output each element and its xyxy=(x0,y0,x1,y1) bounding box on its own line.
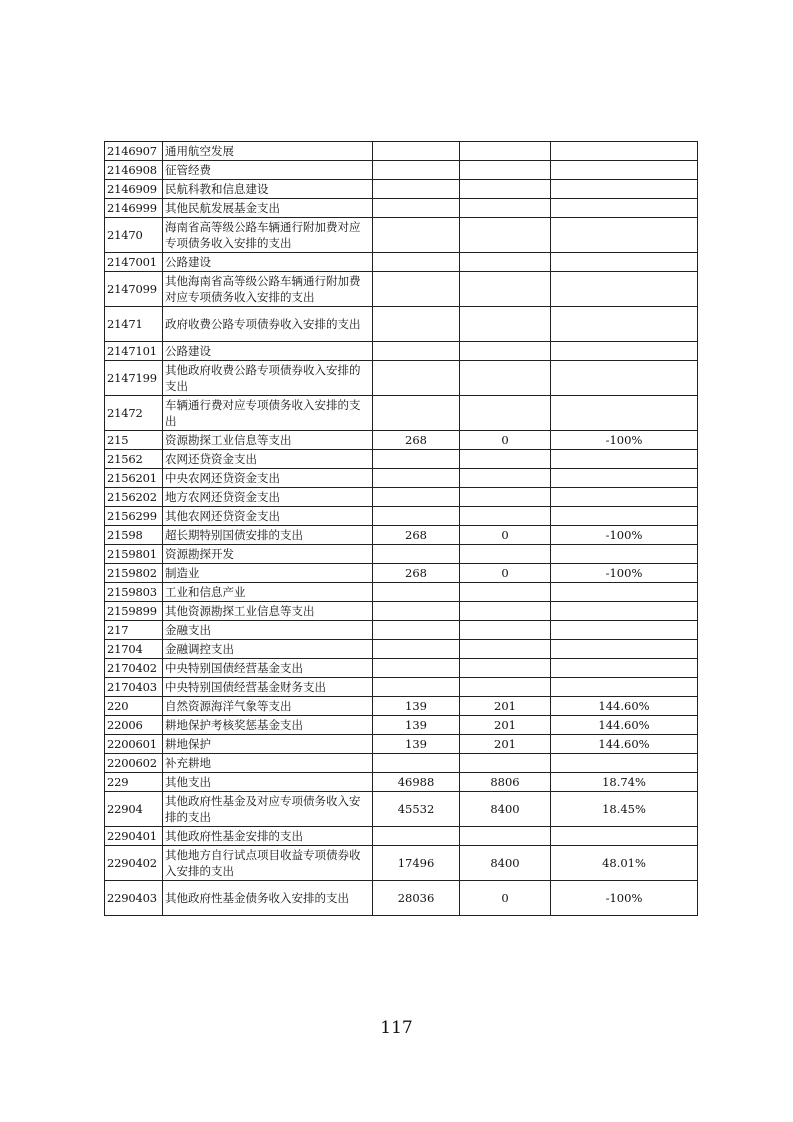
cell-value-current: 8806 xyxy=(460,773,551,792)
table-row xyxy=(105,507,698,526)
cell-value-prior xyxy=(373,396,460,431)
cell-item-name: 地方农网还贷资金支出 xyxy=(163,488,373,507)
cell-value-prior xyxy=(373,253,460,272)
cell-code: 2159802 xyxy=(105,564,163,583)
cell-item-name: 农网还贷资金支出 xyxy=(163,450,373,469)
table-row xyxy=(105,716,698,735)
table-row xyxy=(105,678,698,697)
cell-value-prior: 139 xyxy=(373,697,460,716)
cell-value-prior xyxy=(373,361,460,396)
cell-value-prior xyxy=(373,754,460,773)
cell-value-current xyxy=(460,450,551,469)
table-row xyxy=(105,564,698,583)
cell-value-prior: 46988 xyxy=(373,773,460,792)
cell-item-name: 征管经费 xyxy=(163,161,373,180)
cell-code: 2290402 xyxy=(105,846,163,881)
table-row xyxy=(105,659,698,678)
cell-item-name: 其他地方自行试点项目收益专项债券收入安排的支出 xyxy=(163,846,373,881)
cell-change-percent: 144.60% xyxy=(551,697,698,716)
table-row xyxy=(105,881,698,916)
cell-value-prior xyxy=(373,678,460,697)
cell-value-prior xyxy=(373,199,460,218)
cell-code: 2170402 xyxy=(105,659,163,678)
cell-change-percent xyxy=(551,659,698,678)
cell-code: 2170403 xyxy=(105,678,163,697)
table-row xyxy=(105,735,698,754)
cell-code: 21470 xyxy=(105,218,163,253)
cell-value-prior xyxy=(373,161,460,180)
cell-change-percent xyxy=(551,507,698,526)
cell-value-prior xyxy=(373,659,460,678)
cell-item-name: 其他政府性基金债务收入安排的支出 xyxy=(163,881,373,916)
cell-change-percent xyxy=(551,342,698,361)
cell-item-name: 车辆通行费对应专项债务收入安排的支出 xyxy=(163,396,373,431)
cell-value-prior xyxy=(373,180,460,199)
cell-value-current xyxy=(460,640,551,659)
cell-change-percent xyxy=(551,307,698,342)
cell-code: 2146909 xyxy=(105,180,163,199)
cell-value-current xyxy=(460,396,551,431)
table-row xyxy=(105,469,698,488)
cell-code: 2146999 xyxy=(105,199,163,218)
cell-item-name: 资源勘探开发 xyxy=(163,545,373,564)
cell-value-current: 8400 xyxy=(460,846,551,881)
cell-value-current xyxy=(460,488,551,507)
cell-value-prior xyxy=(373,272,460,307)
cell-change-percent: 18.74% xyxy=(551,773,698,792)
cell-value-current xyxy=(460,142,551,161)
cell-code: 22006 xyxy=(105,716,163,735)
cell-change-percent xyxy=(551,488,698,507)
table-row xyxy=(105,450,698,469)
cell-item-name: 政府收费公路专项债券收入安排的支出 xyxy=(163,307,373,342)
cell-change-percent xyxy=(551,142,698,161)
cell-item-name: 中央农网还贷资金支出 xyxy=(163,469,373,488)
cell-code: 21598 xyxy=(105,526,163,545)
cell-value-prior xyxy=(373,142,460,161)
cell-code: 2290403 xyxy=(105,881,163,916)
cell-change-percent xyxy=(551,272,698,307)
table-row xyxy=(105,253,698,272)
cell-change-percent xyxy=(551,218,698,253)
cell-value-prior xyxy=(373,450,460,469)
cell-value-current xyxy=(460,621,551,640)
table-row xyxy=(105,361,698,396)
cell-value-prior xyxy=(373,342,460,361)
cell-code: 2146907 xyxy=(105,142,163,161)
cell-value-prior xyxy=(373,602,460,621)
cell-change-percent xyxy=(551,450,698,469)
table-row xyxy=(105,180,698,199)
cell-value-current xyxy=(460,827,551,846)
cell-code: 21472 xyxy=(105,396,163,431)
cell-value-prior: 268 xyxy=(373,564,460,583)
cell-value-current xyxy=(460,602,551,621)
cell-code: 2147101 xyxy=(105,342,163,361)
cell-value-prior xyxy=(373,640,460,659)
cell-code: 21471 xyxy=(105,307,163,342)
cell-item-name: 其他农网还贷资金支出 xyxy=(163,507,373,526)
cell-value-current xyxy=(460,218,551,253)
table-row xyxy=(105,602,698,621)
cell-value-prior: 268 xyxy=(373,431,460,450)
cell-item-name: 公路建设 xyxy=(163,342,373,361)
cell-code: 22904 xyxy=(105,792,163,827)
table-row xyxy=(105,396,698,431)
cell-change-percent xyxy=(551,361,698,396)
cell-value-current xyxy=(460,469,551,488)
cell-code: 2156202 xyxy=(105,488,163,507)
cell-value-current xyxy=(460,583,551,602)
cell-value-current: 0 xyxy=(460,526,551,545)
cell-change-percent xyxy=(551,640,698,659)
cell-value-current: 0 xyxy=(460,564,551,583)
cell-change-percent xyxy=(551,180,698,199)
cell-item-name: 民航科教和信息建设 xyxy=(163,180,373,199)
cell-change-percent: 18.45% xyxy=(551,792,698,827)
cell-code: 217 xyxy=(105,621,163,640)
cell-value-prior: 139 xyxy=(373,716,460,735)
table-row xyxy=(105,272,698,307)
cell-item-name: 耕地保护 xyxy=(163,735,373,754)
cell-value-prior xyxy=(373,545,460,564)
table-row xyxy=(105,199,698,218)
cell-code: 229 xyxy=(105,773,163,792)
cell-value-prior: 139 xyxy=(373,735,460,754)
cell-change-percent: -100% xyxy=(551,881,698,916)
cell-change-percent: 144.60% xyxy=(551,716,698,735)
cell-item-name: 自然资源海洋气象等支出 xyxy=(163,697,373,716)
cell-item-name: 耕地保护考核奖惩基金支出 xyxy=(163,716,373,735)
cell-value-current xyxy=(460,659,551,678)
cell-code: 2159803 xyxy=(105,583,163,602)
cell-value-current: 201 xyxy=(460,697,551,716)
cell-change-percent xyxy=(551,469,698,488)
table-row xyxy=(105,827,698,846)
cell-change-percent xyxy=(551,754,698,773)
table-row xyxy=(105,773,698,792)
table-row xyxy=(105,640,698,659)
table-row xyxy=(105,218,698,253)
cell-item-name: 补充耕地 xyxy=(163,754,373,773)
cell-code: 220 xyxy=(105,697,163,716)
table-row xyxy=(105,431,698,450)
cell-value-current xyxy=(460,678,551,697)
cell-item-name: 资源勘探工业信息等支出 xyxy=(163,431,373,450)
cell-change-percent: 144.60% xyxy=(551,735,698,754)
cell-value-prior: 17496 xyxy=(373,846,460,881)
table-row xyxy=(105,621,698,640)
cell-value-prior: 28036 xyxy=(373,881,460,916)
cell-item-name: 其他资源勘探工业信息等支出 xyxy=(163,602,373,621)
cell-item-name: 其他海南省高等级公路车辆通行附加费对应专项债务收入安排的支出 xyxy=(163,272,373,307)
cell-code: 21562 xyxy=(105,450,163,469)
cell-change-percent xyxy=(551,583,698,602)
cell-code: 2147001 xyxy=(105,253,163,272)
cell-code: 2290401 xyxy=(105,827,163,846)
cell-code: 2159801 xyxy=(105,545,163,564)
cell-value-prior xyxy=(373,469,460,488)
cell-item-name: 其他支出 xyxy=(163,773,373,792)
cell-change-percent xyxy=(551,621,698,640)
cell-change-percent xyxy=(551,602,698,621)
cell-item-name: 制造业 xyxy=(163,564,373,583)
cell-value-current xyxy=(460,253,551,272)
cell-value-prior xyxy=(373,307,460,342)
cell-item-name: 其他政府收费公路专项债券收入安排的支出 xyxy=(163,361,373,396)
cell-item-name: 工业和信息产业 xyxy=(163,583,373,602)
table-row xyxy=(105,142,698,161)
cell-value-current xyxy=(460,754,551,773)
cell-code: 2200602 xyxy=(105,754,163,773)
cell-value-current: 0 xyxy=(460,881,551,916)
cell-change-percent xyxy=(551,161,698,180)
cell-item-name: 其他民航发展基金支出 xyxy=(163,199,373,218)
cell-value-prior: 268 xyxy=(373,526,460,545)
cell-value-prior: 45532 xyxy=(373,792,460,827)
cell-code: 2156201 xyxy=(105,469,163,488)
table-row xyxy=(105,846,698,881)
cell-value-prior xyxy=(373,827,460,846)
table-row xyxy=(105,792,698,827)
cell-code: 2147099 xyxy=(105,272,163,307)
cell-value-current: 201 xyxy=(460,735,551,754)
cell-item-name: 其他政府性基金及对应专项债务收入安排的支出 xyxy=(163,792,373,827)
cell-value-current xyxy=(460,272,551,307)
cell-change-percent xyxy=(551,545,698,564)
table-row xyxy=(105,342,698,361)
cell-item-name: 中央特别国债经营基金支出 xyxy=(163,659,373,678)
cell-change-percent: -100% xyxy=(551,526,698,545)
cell-item-name: 公路建设 xyxy=(163,253,373,272)
table-row xyxy=(105,488,698,507)
page-number: 117 xyxy=(380,1018,413,1038)
cell-change-percent: -100% xyxy=(551,431,698,450)
table-row xyxy=(105,754,698,773)
table-row xyxy=(105,526,698,545)
cell-change-percent xyxy=(551,827,698,846)
cell-value-current: 0 xyxy=(460,431,551,450)
cell-value-prior xyxy=(373,507,460,526)
cell-value-current xyxy=(460,545,551,564)
cell-code: 215 xyxy=(105,431,163,450)
table-row xyxy=(105,697,698,716)
cell-value-prior xyxy=(373,583,460,602)
cell-value-current: 8400 xyxy=(460,792,551,827)
cell-value-current xyxy=(460,507,551,526)
cell-change-percent: 48.01% xyxy=(551,846,698,881)
cell-value-current xyxy=(460,161,551,180)
cell-code: 2146908 xyxy=(105,161,163,180)
cell-code: 21704 xyxy=(105,640,163,659)
cell-value-prior xyxy=(373,621,460,640)
table-row xyxy=(105,161,698,180)
cell-change-percent: -100% xyxy=(551,564,698,583)
cell-value-current xyxy=(460,342,551,361)
cell-code: 2159899 xyxy=(105,602,163,621)
cell-item-name: 中央特别国债经营基金财务支出 xyxy=(163,678,373,697)
cell-value-prior xyxy=(373,488,460,507)
table-row xyxy=(105,545,698,564)
cell-value-current xyxy=(460,307,551,342)
cell-item-name: 金融支出 xyxy=(163,621,373,640)
cell-code: 2156299 xyxy=(105,507,163,526)
cell-value-current xyxy=(460,199,551,218)
budget-expenditure-table xyxy=(104,141,698,916)
cell-item-name: 通用航空发展 xyxy=(163,142,373,161)
cell-change-percent xyxy=(551,678,698,697)
cell-value-prior xyxy=(373,218,460,253)
cell-change-percent xyxy=(551,396,698,431)
cell-item-name: 其他政府性基金安排的支出 xyxy=(163,827,373,846)
table-row xyxy=(105,583,698,602)
cell-item-name: 海南省高等级公路车辆通行附加费对应专项债务收入安排的支出 xyxy=(163,218,373,253)
cell-code: 2147199 xyxy=(105,361,163,396)
cell-value-current xyxy=(460,361,551,396)
cell-item-name: 超长期特别国债安排的支出 xyxy=(163,526,373,545)
cell-value-current: 201 xyxy=(460,716,551,735)
table-body xyxy=(105,142,698,916)
table-row xyxy=(105,307,698,342)
cell-item-name: 金融调控支出 xyxy=(163,640,373,659)
cell-change-percent xyxy=(551,199,698,218)
cell-code: 2200601 xyxy=(105,735,163,754)
cell-value-current xyxy=(460,180,551,199)
cell-change-percent xyxy=(551,253,698,272)
